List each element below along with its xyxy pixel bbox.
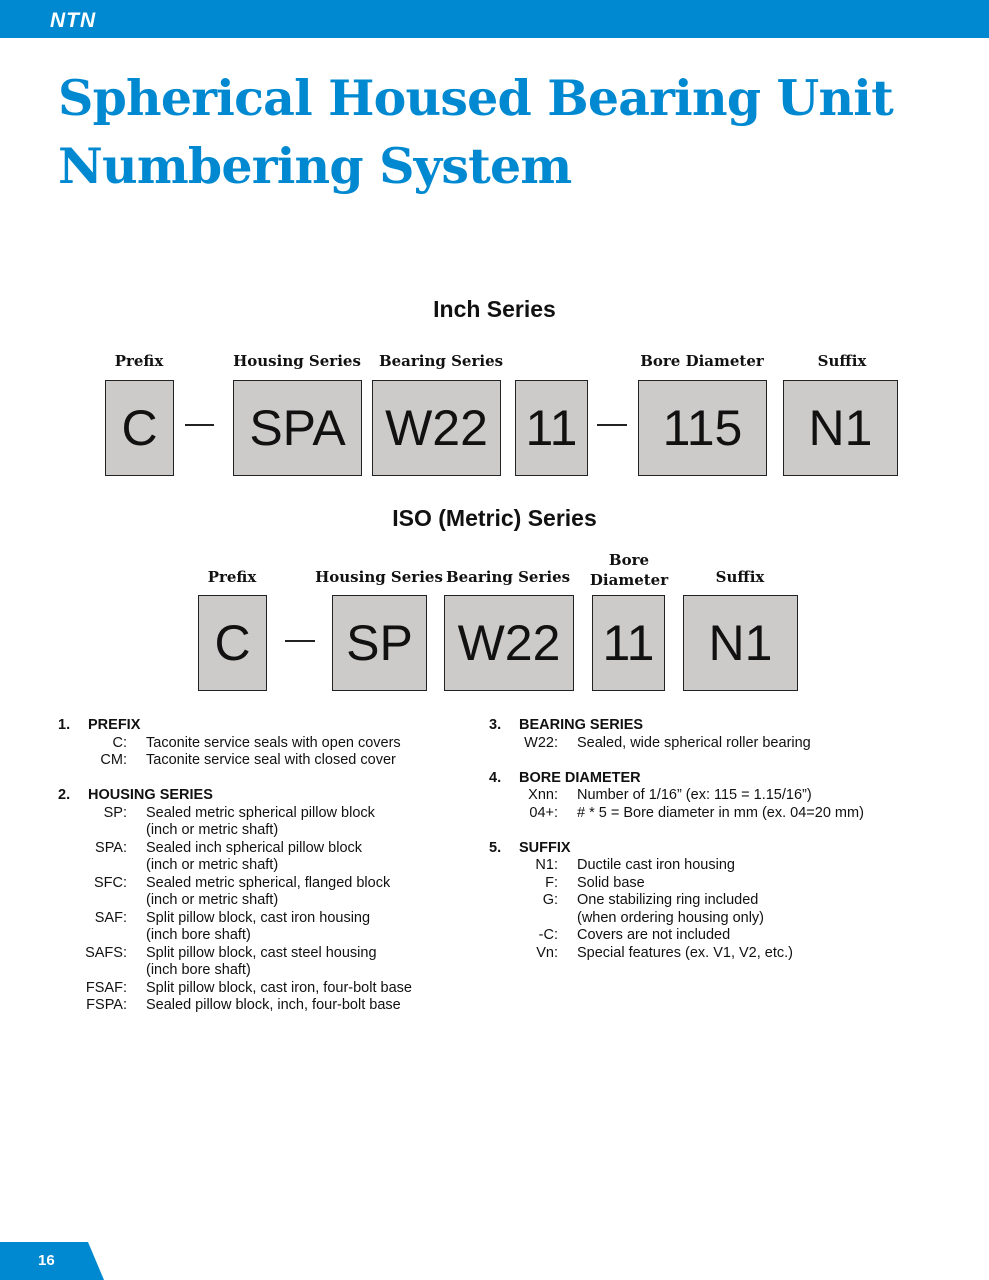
inch-box-prefix: C [105, 380, 174, 476]
legend-item [489, 945, 864, 963]
inch-label-housing: Housing Series [233, 352, 361, 370]
item-code: C: [112, 734, 127, 751]
item-description: One stabilizing ring included [577, 892, 759, 908]
section-number: 1. [58, 717, 71, 733]
inch-label-suffix: Suffix [817, 352, 867, 370]
inch-box-bore: 115 [638, 380, 767, 476]
inch-box-bearing: W22 [372, 380, 501, 476]
title-line-1: Spherical Housed Bearing Unit [58, 69, 893, 127]
item-description: Ductile cast iron housing [577, 857, 735, 873]
legend-item [58, 892, 412, 910]
legend-item [489, 875, 864, 893]
inch-box-size: 11 [515, 380, 588, 476]
iso-label-bore-line2: Diameter [589, 571, 669, 589]
legend-item [58, 752, 412, 770]
item-description: Sealed inch spherical pillow block [146, 839, 363, 856]
legend-item [489, 857, 864, 875]
item-description: # * 5 = Bore diameter in mm (ex. 04=20 mm) [577, 804, 864, 821]
item-code: G: [542, 892, 558, 908]
item-code: CM: [100, 752, 127, 768]
page-number: 16 [38, 1252, 55, 1269]
item-description: Split pillow block, cast steel housing [146, 944, 377, 961]
legend-item [58, 735, 412, 753]
legend-item [58, 840, 412, 858]
header-bar [0, 0, 989, 38]
ntn-logo: NTN [50, 9, 97, 32]
iso-box-prefix: C [198, 595, 267, 691]
section-heading [58, 717, 412, 735]
legend-section [58, 717, 412, 770]
item-code: SPA: [95, 839, 127, 856]
item-description: (inch or metric shaft) [146, 857, 279, 873]
section-heading [489, 770, 864, 788]
iso-box-bearing: W22 [444, 595, 574, 691]
item-code: N1: [535, 857, 558, 873]
item-description: Solid base [577, 874, 645, 891]
dash-separator [285, 640, 315, 642]
section-number: 5. [489, 839, 502, 856]
item-code: SAF: [94, 909, 127, 926]
item-description: Sealed metric spherical, flanged block [146, 874, 391, 891]
item-description: Special features (ex. V1, V2, etc.) [577, 944, 793, 961]
section-title: PREFIX [88, 717, 141, 733]
item-description: Taconite service seals with open covers [146, 734, 401, 751]
item-code: SAFS: [85, 944, 127, 961]
legend-item [489, 892, 864, 910]
item-code [58, 927, 146, 945]
item-code: Xnn: [528, 787, 558, 803]
legend-item [58, 945, 412, 963]
item-code: -C: [538, 927, 558, 943]
item-description: Sealed metric spherical pillow block [146, 804, 375, 821]
iso-box-suffix: N1 [683, 595, 798, 691]
iso-label-housing: Housing Series [315, 568, 443, 586]
item-description: Number of 1/16” (ex: 115 = 1.15/16”) [577, 787, 812, 803]
legend-right [489, 717, 864, 980]
legend-item [58, 997, 412, 1015]
item-description: (inch or metric shaft) [146, 822, 279, 838]
legend-item [58, 857, 412, 875]
item-code: F: [545, 874, 558, 891]
inch-box-suffix: N1 [783, 380, 898, 476]
section-heading [489, 840, 864, 858]
inch-label-bearing: Bearing Series [378, 352, 504, 370]
legend-section [489, 840, 864, 963]
section-number: 4. [489, 769, 502, 786]
legend-item [58, 910, 412, 928]
inch-label-bore: Bore Diameter [640, 352, 764, 370]
legend-item [489, 787, 864, 805]
legend-item [58, 962, 412, 980]
item-code [58, 962, 146, 980]
item-code: FSAF: [85, 979, 127, 996]
legend-item [58, 875, 412, 893]
item-description: Sealed pillow block, inch, four-bolt base [146, 997, 401, 1013]
iso-label-suffix: Suffix [715, 568, 765, 586]
legend-item [58, 927, 412, 945]
item-code [489, 910, 577, 928]
section-number: 3. [489, 717, 502, 733]
item-code: 04+: [529, 804, 558, 821]
item-description: Taconite service seal with closed cover [146, 752, 396, 768]
legend-item [489, 927, 864, 945]
legend-item [58, 822, 412, 840]
item-code: Vn: [536, 944, 558, 961]
section-title: SUFFIX [519, 839, 571, 856]
section-title: HOUSING SERIES [88, 787, 213, 803]
legend-item [489, 805, 864, 823]
item-description: Sealed, wide spherical roller bearing [577, 734, 811, 751]
legend-item [58, 805, 412, 823]
item-code [58, 822, 146, 840]
section-heading [58, 787, 412, 805]
iso-box-bore: 11 [592, 595, 665, 691]
item-description: (when ordering housing only) [577, 909, 764, 926]
item-code [58, 892, 146, 910]
section-title: BEARING SERIES [519, 717, 644, 733]
item-code [58, 857, 146, 875]
item-description: Split pillow block, cast iron, four-bolt base [146, 979, 412, 996]
iso-label-bore-line1: Bore [608, 551, 650, 569]
item-code: W22: [524, 734, 558, 751]
item-code: FSPA: [86, 997, 127, 1013]
section-number: 2. [58, 787, 71, 803]
title-line-2: Numbering System [58, 137, 572, 195]
legend-section [489, 717, 864, 752]
item-description: Split pillow block, cast iron housing [146, 909, 371, 926]
item-description: (inch bore shaft) [146, 962, 251, 978]
inch-series-heading: Inch Series [433, 296, 556, 322]
iso-label-bearing: Bearing Series [445, 568, 571, 586]
page-title [58, 64, 893, 200]
item-description: (inch or metric shaft) [146, 892, 279, 908]
iso-series-heading: ISO (Metric) Series [392, 505, 597, 531]
legend-item [489, 735, 864, 753]
dash-separator [597, 424, 627, 426]
item-description: Covers are not included [577, 927, 731, 943]
iso-label-bore [590, 550, 668, 590]
inch-box-housing: SPA [233, 380, 362, 476]
legend-section [489, 770, 864, 823]
legend-item [58, 980, 412, 998]
legend-section [58, 787, 412, 1015]
legend-left [58, 717, 412, 1032]
section-heading [489, 717, 864, 735]
item-description: (inch bore shaft) [146, 927, 251, 943]
iso-label-prefix: Prefix [207, 568, 257, 586]
inch-label-prefix: Prefix [114, 352, 164, 370]
legend-item [489, 910, 864, 928]
dash-separator [185, 424, 214, 426]
item-code: SP: [103, 804, 127, 821]
iso-box-housing: SP [332, 595, 427, 691]
section-title: BORE DIAMETER [519, 769, 641, 786]
item-code: SFC: [93, 874, 127, 891]
